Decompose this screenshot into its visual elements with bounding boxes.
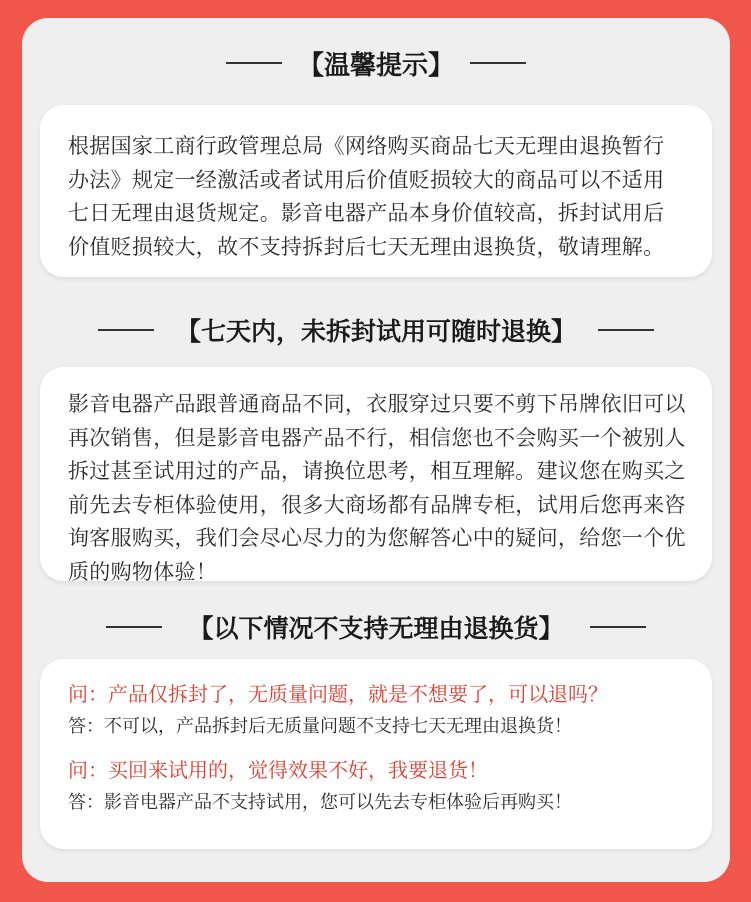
section-heading-seven-days bbox=[22, 312, 730, 348]
policy-paragraph: 影音电器产品跟普通商品不同，衣服穿过只要不剪下吊牌依旧可以再次销售，但是影音电器产品不行，相信您也不会购买一个被别人拆过甚至试用过的产品，请换位思考，相互理解。建议您在购买之前先去专柜体验使用，很多大商场都有品牌专柜，试用后您再来咨询客服购买，我们会尽心尽力的为您解答心中的疑问，给您一个优质的购物体验！ bbox=[68, 392, 686, 584]
heading-divider-left bbox=[106, 626, 162, 628]
heading-divider-left bbox=[98, 329, 154, 331]
tips-card bbox=[40, 105, 712, 277]
qa-question-1: 问：产品仅拆封了，无质量问题，就是不想要了，可以退吗？ bbox=[68, 682, 608, 706]
qa-question-2: 问：买回来试用的，觉得效果不好，我要退货！ bbox=[68, 758, 488, 782]
heading-title: 【以下情况不支持无理由退换货】 bbox=[188, 614, 564, 643]
heading-divider-right bbox=[598, 329, 654, 331]
heading-divider-right bbox=[590, 626, 646, 628]
section-heading-tips bbox=[22, 46, 730, 80]
heading-divider-right bbox=[470, 62, 526, 64]
heading-divider-left bbox=[226, 62, 282, 64]
qa-card bbox=[40, 659, 712, 849]
policy-card bbox=[40, 367, 712, 584]
heading-title: 【七天内，未拆封试用可随时退换】 bbox=[175, 317, 576, 346]
content-panel bbox=[22, 18, 730, 882]
heading-title: 【温馨提示】 bbox=[297, 50, 454, 81]
qa-answer-1: 答：不可以，产品拆封后无质量问题不支持七天无理由退换货！ bbox=[68, 716, 572, 737]
qa-answer-2: 答：影音电器产品不支持试用，您可以先去专柜体验后再购买！ bbox=[68, 792, 572, 813]
tips-paragraph: 根据国家工商行政管理总局《网络购买商品七天无理由退换暂行办法》规定一经激活或者试用后价值贬损较大的商品可以不适用七日无理由退货规定。影音电器产品本身价值较高，拆封试用后价值贬损较大，故不支持拆封后七天无理由退换货，敬请理解。 bbox=[68, 134, 665, 259]
section-heading-exceptions bbox=[22, 609, 730, 645]
